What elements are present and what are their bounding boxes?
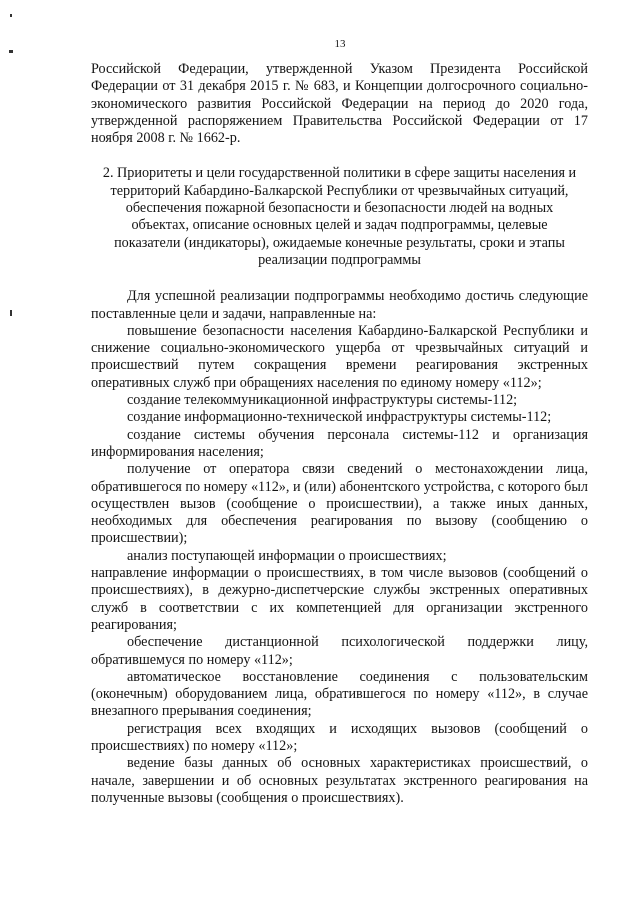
list-item: направление информации о происшествиях, в том числе вызовов (сообщений о происшествиях), в дежурно-диспетчерские службы экстренных оперативных служб в соответствии с их компетенцией для организации экстренного реагирования; xyxy=(91,565,588,633)
list-item: повышение безопасности населения Кабардино-Балкарской Республики и снижение социально-экономического ущерба от чрезвычайных ситуаций и происшествий путем сокращения времени реагирования экстренных оперативных служб при обращениях населения по единому номеру «112»; xyxy=(91,322,588,391)
paragraph-intro: Для успешной реализации подпрограммы необходимо достичь следующие поставленные цели и задачи, направленные на: xyxy=(91,288,588,322)
paragraph-continuation: Российской Федерации, утвержденной Указом Президента Российской Федерации от 31 декабря 2015 г. № 683, и Концепции долгосрочного социально-экономического развития Российской Федерации на период до 2020 года, утвержденной распоряжением Правительства Российской Федерации от 17 ноября 2008 г. № 1662-р. xyxy=(91,61,588,147)
document-body xyxy=(91,61,588,807)
list-item: получение от оператора связи сведений о местонахождении лица, обратившегося по номеру «112», и (или) абонентского устройства, с которого был осуществлен вызов (сообщение о происшествии), а также иных данных, необходимых для обеспечения реагирования по вызову (сообщению о происшествии); xyxy=(91,461,588,547)
section-heading: 2. Приоритеты и цели государственной политики в сфере защиты населения и территорий Кабардино-Балкарской Республики от чрезвычайных ситуаций, обеспечения пожарной безопасности и безопасности людей на водных объектах, описание основных целей и задач подпрограммы, целевые показатели (индикаторы), ожидаемые конечные результаты, сроки и этапы реализации подпрограммы xyxy=(102,165,577,268)
page-number: 13 xyxy=(334,38,346,50)
list-item: автоматическое восстановление соединения с пользовательским (оконечным) оборудованием лица, обратившегося по номеру «112», в случае внезапного прерывания соединения; xyxy=(91,668,588,720)
margin-mark-top xyxy=(10,14,12,17)
list-item: создание информационно-технической инфраструктуры системы-112; xyxy=(127,409,552,426)
list-item: обеспечение дистанционной психологической поддержки лицу, обратившемуся по номеру «112»; xyxy=(91,634,588,668)
list-item: создание телекоммуникационной инфраструктуры системы-112; xyxy=(127,392,518,409)
list-item: регистрация всех входящих и исходящих вызовов (сообщений о происшествиях) по номеру «112»; xyxy=(91,720,588,754)
margin-mark-upper xyxy=(9,50,13,53)
list-item: анализ поступающей информации о происшествиях; xyxy=(127,547,447,564)
margin-mark-middle xyxy=(10,310,12,316)
list-item: ведение базы данных об основных характеристиках происшествий, о начале, завершении и об основных результатах экстренного реагирования на полученные вызовы (сообщения о происшествиях). xyxy=(91,755,588,806)
list-item: создание системы обучения персонала системы-112 и организация информирования населения; xyxy=(91,426,588,460)
